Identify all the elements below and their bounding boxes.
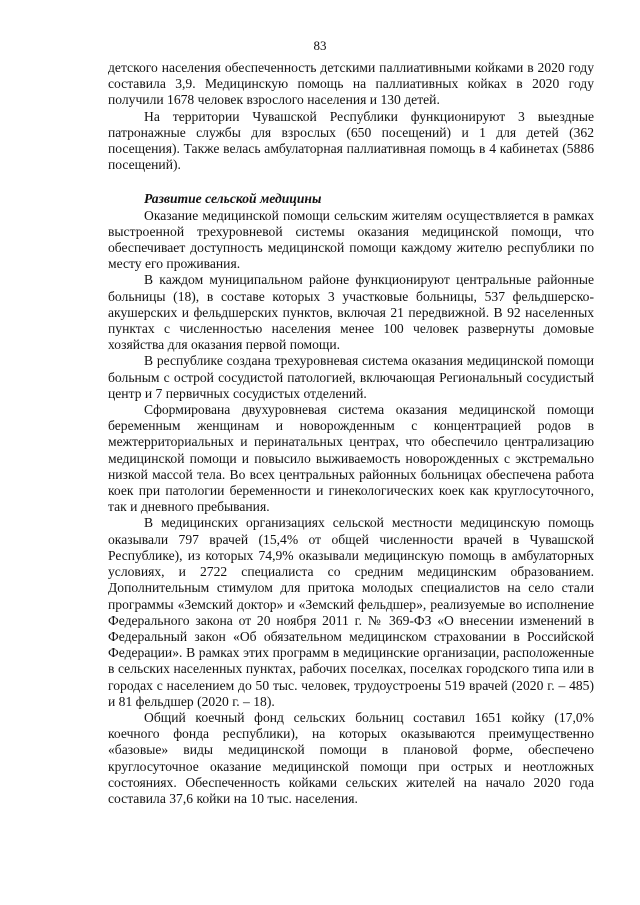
- section-heading: Развитие сельской медицины: [144, 191, 322, 207]
- paragraph: Сформирована двухуровневая система оказания медицинской помощи беременным женщинам и новорожденным с концентрацией родов в межтерриториальных и перинатальных центрах, что обеспечило централизацию медицинской помощи и повысило выживаемость новорожденных с экстремально низкой массой тела. Во всех центральных районных больницах обеспечена работа коек при патологии беременности и гинекологических коек как круглосуточного, так и дневного пребывания.: [108, 402, 594, 515]
- paragraph: Оказание медицинской помощи сельским жителям осуществляется в рамках выстроенной трехуровневой системы оказания медицинской помощи, что обеспечивает доступность медицинской помощи каждому жителю республики по месту его проживания.: [108, 207, 594, 272]
- paragraph-continuation: детского населения обеспеченность детскими паллиативными койками в 2020 году составила 3,9. Медицинскую помощь на паллиативных койках в 2020 году получили 1678 человек взрослого населения и 130 детей.: [108, 60, 594, 108]
- paragraph: Общий коечный фонд сельских больниц составил 1651 койку (17,0% коечного фонда республики), на которых оказываются преимущественно «базовые» виды медицинской помощи в плановой форме, обеспечено круглосуточное оказание медицинской помощи при острых и неотложных состояниях. Обеспеченность койками сельских жителей на начало 2020 года составила 37,6 койки на 10 тыс. населения.: [108, 709, 594, 806]
- paragraph: В каждом муниципальном районе функционируют центральные районные больницы (18), в составе которых 3 участковые больницы, 537 фельдшерско-акушерских и фельдшерских пунктов, включая 21 передвижной. В 92 населенных пунктах с численностью населения менее 100 человек развернуты домовые хозяйства для оказания первой помощи.: [108, 272, 594, 353]
- paragraph: В республике создана трехуровневая система оказания медицинской помощи больным с острой сосудистой патологией, включающая Региональный сосудистый центр и 7 первичных сосудистых отделений.: [108, 353, 594, 401]
- page-content: [108, 60, 594, 807]
- paragraph: В медицинских организациях сельской местности медицинскую помощь оказывали 797 врачей (15,4% от общей численности врачей в Чувашской Республике), из которых 74,9% оказывали медицинскую помощь в амбулаторных условиях, и 2722 специалиста со средним медицинским образованием. Дополнительным стимулом для притока молодых специалистов на село стали программы «Земский доктор» и «Земский фельдшер», реализуемые во исполнение Федерального закона от 20 ноября 2011 г. № 369-ФЗ «О внесении изменений в Федеральный закон «Об обязательном медицинском страховании в Российской Федерации». В рамках этих программ в медицинские организации, расположенные в сельских населенных пунктах, рабочих поселках, поселках городского типа или в городах с населением до 50 тыс. человек, трудоустроены 519 врачей (2020 г. – 485) и 81 фельдшер (2020 г. – 18).: [108, 515, 594, 709]
- paragraph: На территории Чувашской Республики функционируют 3 выездные патронажные службы для взрослых (650 посещений) и 1 для детей (362 посещения). Также велась амбулаторная паллиативная помощь в 4 кабинетах (5886 посещений).: [108, 108, 594, 173]
- page-number: 83: [313, 38, 327, 53]
